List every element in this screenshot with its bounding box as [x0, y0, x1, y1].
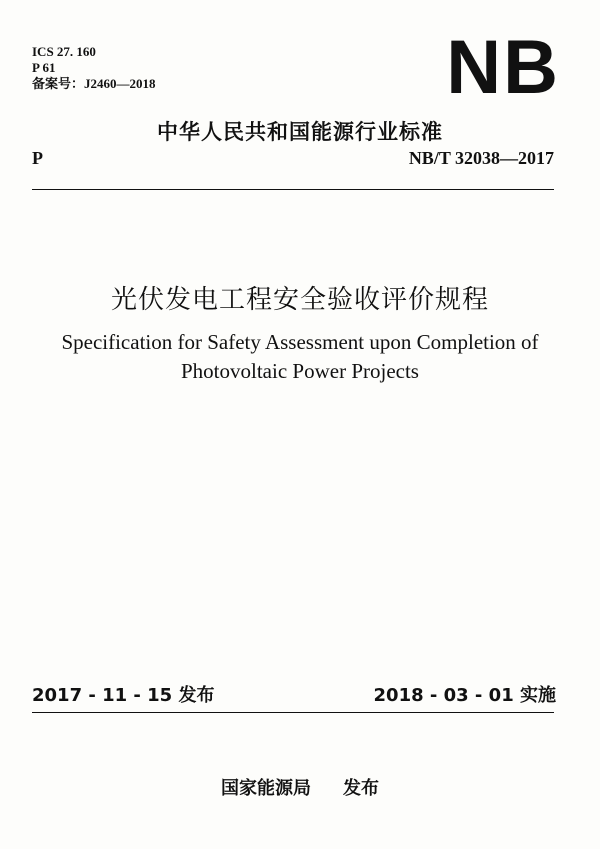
nb-logo: NB	[446, 25, 560, 110]
filing-number: 备案号：J2460—2018	[32, 76, 156, 91]
english-title	[0, 328, 600, 386]
chinese-title: 光伏发电工程安全验收评价规程	[110, 285, 489, 315]
publisher-line	[0, 774, 600, 800]
top-divider	[32, 189, 554, 190]
bottom-divider	[32, 712, 554, 713]
classification-code: P	[32, 148, 43, 168]
ics-code: ICS 27. 160	[32, 44, 96, 59]
metadata-block	[32, 44, 156, 92]
standard-number: NB/T 32038—2017	[408, 148, 554, 168]
issue-date: 2017 - 11 - 15 发布	[32, 685, 215, 706]
english-title-line-2: Photovoltaic Power Projects	[181, 359, 419, 383]
effective-date: 2018 - 03 - 01 实施	[373, 685, 556, 706]
publisher-name: 国家能源局	[221, 778, 311, 799]
publisher-action: 发布	[343, 778, 379, 799]
industry-standard-title: 中华人民共和国能源行业标准	[157, 120, 443, 144]
ccs-code: P 61	[32, 60, 56, 75]
english-title-line-1: Specification for Safety Assessment upon Completion of	[61, 330, 539, 354]
